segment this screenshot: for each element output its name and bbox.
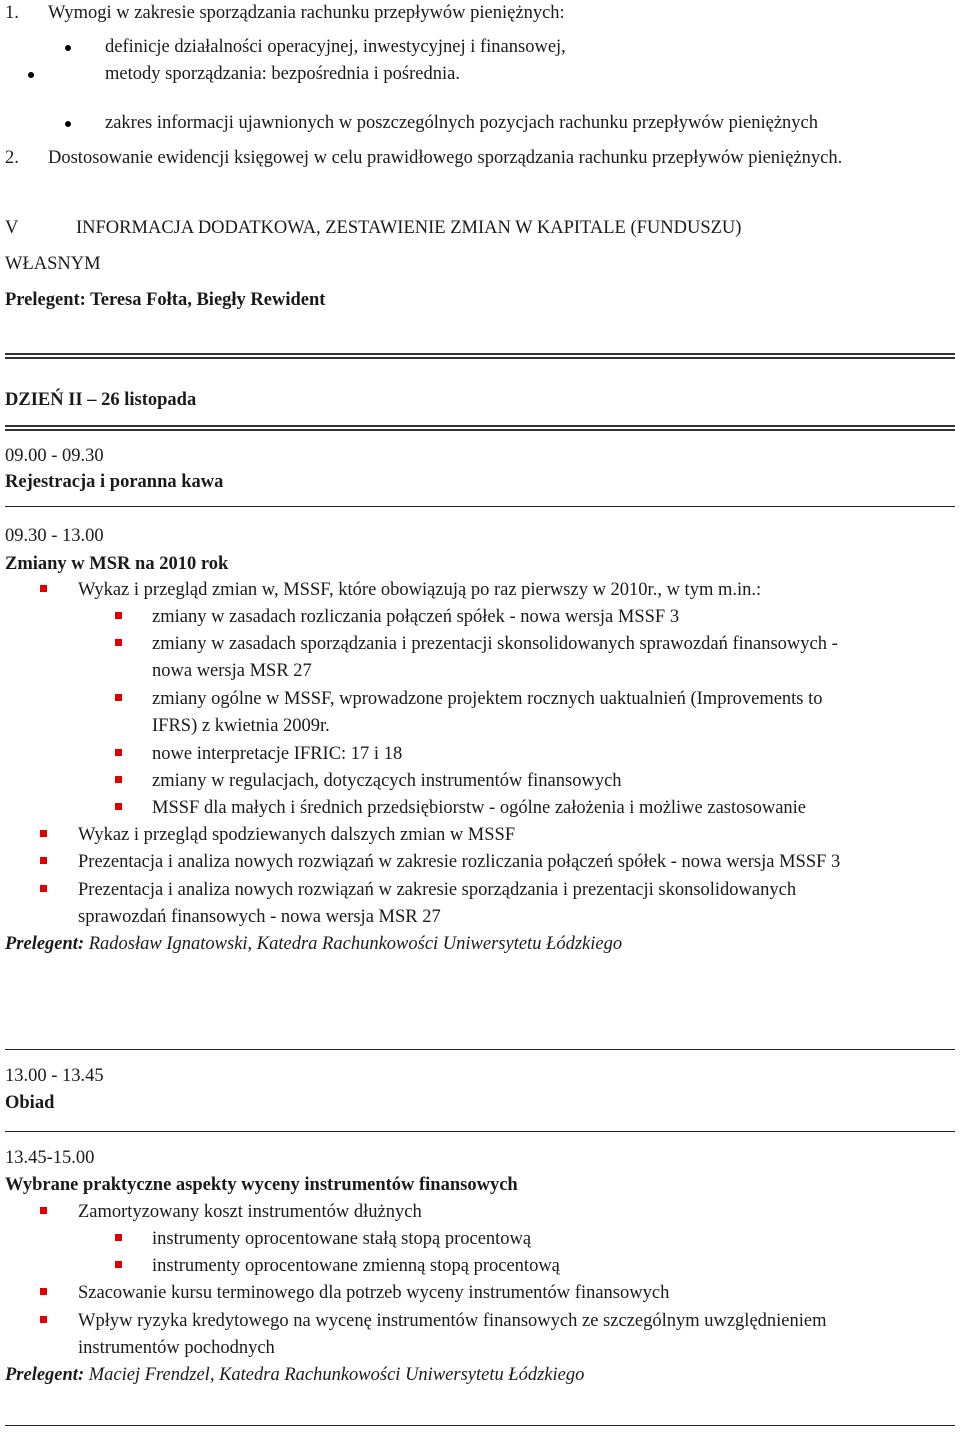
divider	[5, 1131, 955, 1132]
bullet-square-icon	[40, 1316, 47, 1323]
session-title: Zmiany w MSR na 2010 rok	[5, 554, 229, 574]
bullet-square-icon	[115, 639, 122, 646]
session-title: Rejestracja i poranna kawa	[5, 472, 224, 492]
divider	[5, 506, 955, 507]
bullet-dot-icon	[65, 121, 71, 127]
double-divider	[5, 353, 955, 359]
bullet-square-icon	[40, 830, 47, 837]
topic-item: Zamortyzowany koszt instrumentów dłużnych	[78, 1202, 422, 1222]
topic-item: Szacowanie kursu terminowego dla potrzeb wyceny instrumentów finansowych	[78, 1283, 670, 1303]
topic-item: Wpływ ryzyka kredytowego na wycenę instrumentów finansowych ze szczególnym uwzględnieniem	[78, 1311, 827, 1331]
subtopic-item: nowe interpretacje IFRIC: 17 i 18	[152, 744, 403, 764]
list-number: 1.	[5, 3, 19, 23]
topic-item: Wykaz i przegląd zmian w, MSSF, które obowiązują po raz pierwszy w 2010r., w tym m.in.:	[78, 580, 762, 600]
bullet-item: definicje działalności operacyjnej, inwestycyjnej i finansowej,	[105, 37, 566, 57]
divider	[5, 1425, 955, 1426]
speaker-name: Maciej Frendzel, Katedra Rachunkowości Uniwersytetu Łódzkiego	[84, 1365, 585, 1385]
bullet-square-icon	[115, 1234, 122, 1241]
speaker-name: Radosław Ignatowski, Katedra Rachunkowości Uniwersytetu Łódzkiego	[84, 934, 623, 954]
bullet-dot-icon	[28, 72, 34, 78]
session-title: Wybrane praktyczne aspekty wyceny instrumentów finansowych	[5, 1175, 518, 1195]
bullet-item: metody sporządzania: bezpośrednia i pośrednia.	[105, 64, 460, 84]
bullet-square-icon	[115, 612, 122, 619]
session-time: 09.30 - 13.00	[5, 526, 104, 546]
list-number: 2.	[5, 148, 19, 168]
double-divider	[5, 425, 955, 431]
list-item-text: Wymogi w zakresie sporządzania rachunku przepływów pieniężnych:	[48, 3, 565, 23]
topic-item: Wykaz i przegląd spodziewanych dalszych zmian w MSSF	[78, 825, 516, 845]
day-title: DZIEŃ II – 26 listopada	[5, 390, 197, 410]
bullet-square-icon	[115, 1261, 122, 1268]
subtopic-item: zmiany w regulacjach, dotyczących instrumentów finansowych	[152, 771, 622, 791]
topic-item: Prezentacja i analiza nowych rozwiązań w zakresie sporządzania i prezentacji skonsolidowanych	[78, 880, 797, 900]
topic-item-cont: sprawozdań finansowych - nowa wersja MSR 27	[78, 907, 441, 927]
bullet-dot-icon	[65, 45, 71, 51]
speaker	[5, 1362, 584, 1389]
subtopic-item: zmiany ogólne w MSSF, wprowadzone projektem rocznych uaktualnień (Improvements to	[152, 689, 823, 709]
bullet-square-icon	[40, 1207, 47, 1214]
bullet-square-icon	[115, 694, 122, 701]
subtopic-item: instrumenty oprocentowane zmienną stopą procentową	[152, 1256, 560, 1276]
divider	[5, 1049, 955, 1050]
subtopic-item: zmiany w zasadach rozliczania połączeń spółek - nowa wersja MSSF 3	[152, 607, 680, 627]
subtopic-item: instrumenty oprocentowane stałą stopą procentową	[152, 1229, 532, 1249]
subtopic-item-cont: nowa wersja MSR 27	[152, 661, 312, 681]
session-title: Obiad	[5, 1093, 55, 1113]
bullet-square-icon	[40, 1288, 47, 1295]
subtopic-item: zmiany w zasadach sporządzania i prezentacji skonsolidowanych sprawozdań finansowych -	[152, 634, 838, 654]
session-time: 13.45-15.00	[5, 1148, 95, 1168]
speaker-label: Prelegent:	[5, 934, 85, 954]
list-item-text: Dostosowanie ewidencji księgowej w celu prawidłowego sporządzania rachunku przepływów pieniężnych.	[48, 148, 843, 168]
section-number: V	[5, 218, 19, 238]
section-title-cont: WŁASNYM	[5, 254, 101, 274]
subtopic-item: MSSF dla małych i średnich przedsiębiorstw - ogólne założenia i możliwe zastosowanie	[152, 798, 807, 818]
session-time: 09.00 - 09.30	[5, 446, 104, 466]
speaker: Prelegent: Teresa Fołta, Biegły Rewident	[5, 290, 326, 310]
bullet-square-icon	[40, 857, 47, 864]
bullet-square-icon	[115, 776, 122, 783]
bullet-square-icon	[115, 749, 122, 756]
speaker	[5, 931, 622, 958]
section-title: INFORMACJA DODATKOWA, ZESTAWIENIE ZMIAN W KAPITALE (FUNDUSZU)	[76, 218, 742, 238]
bullet-square-icon	[40, 885, 47, 892]
subtopic-item-cont: IFRS) z kwietnia 2009r.	[152, 716, 330, 736]
bullet-item: zakres informacji ujawnionych w poszczególnych pozycjach rachunku przepływów pieniężnych	[105, 113, 818, 133]
bullet-square-icon	[115, 803, 122, 810]
speaker-label: Prelegent:	[5, 1365, 85, 1385]
bullet-square-icon	[40, 585, 47, 592]
session-time: 13.00 - 13.45	[5, 1066, 104, 1086]
topic-item: Prezentacja i analiza nowych rozwiązań w zakresie rozliczania połączeń spółek - nowa wersja MSSF 3	[78, 852, 841, 872]
topic-item-cont: instrumentów pochodnych	[78, 1338, 275, 1358]
